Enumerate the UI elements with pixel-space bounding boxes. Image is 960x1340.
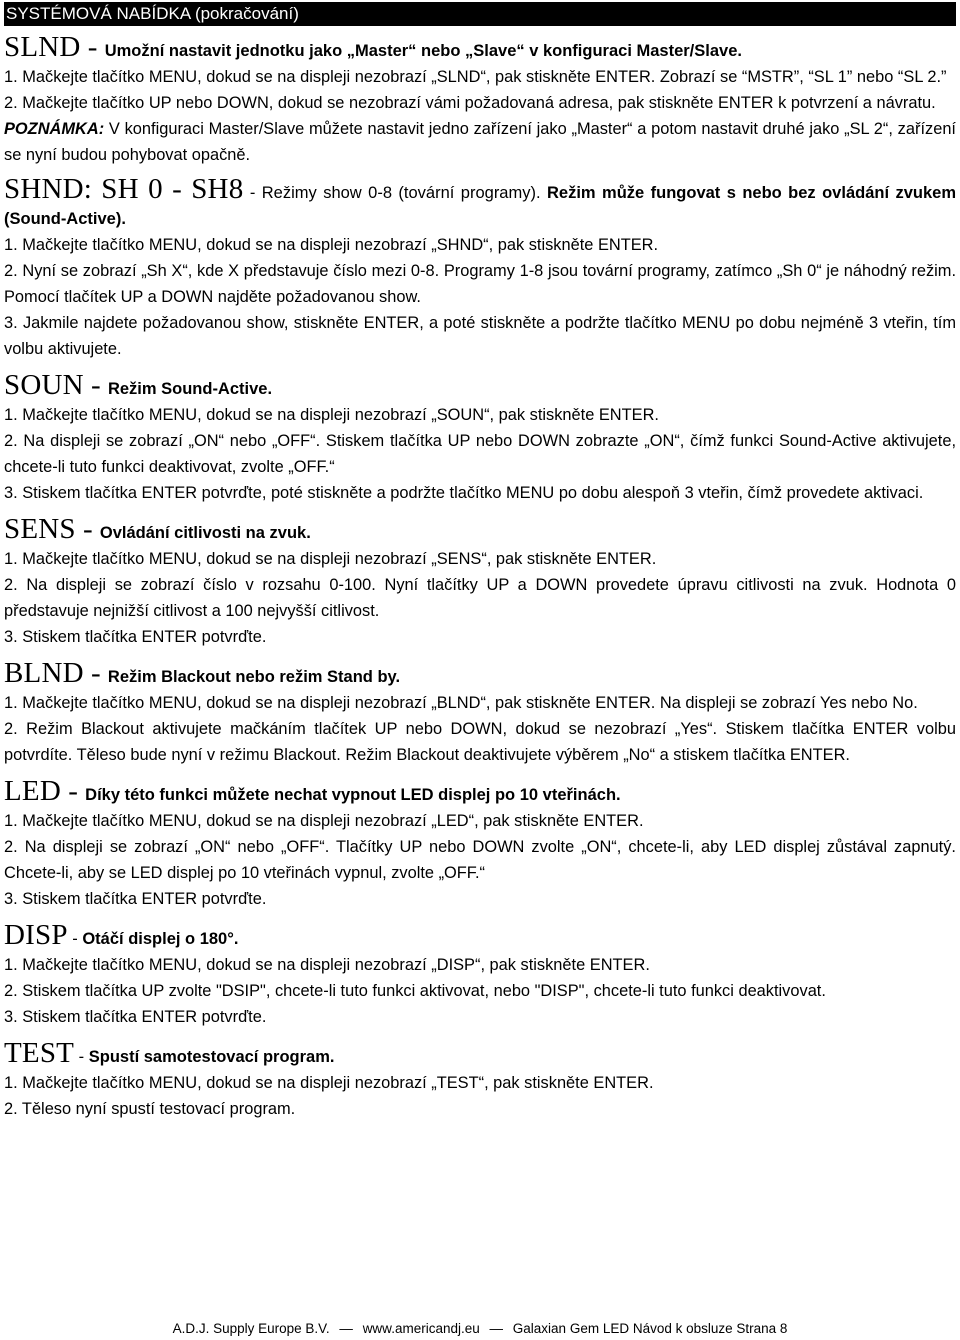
heading-dash: - — [74, 1048, 89, 1066]
section-description: Ovládání citlivosti na zvuk. — [99, 524, 311, 542]
heading-dash: - — [83, 369, 108, 401]
step-text: 3. Stiskem tlačítka ENTER potvrďte. — [4, 1008, 267, 1026]
step-text: 3. Stiskem tlačítka ENTER potvrďte, poté stiskněte a podržte tlačítko MENU po dobu alespoň 3 vteřin, čímž provedete aktivaci. — [4, 484, 924, 502]
section-disp — [4, 918, 956, 1030]
menu-code: SLND — [4, 31, 81, 63]
step-text: 2. Stiskem tlačítka UP zvolte "DSIP", chcete-li tuto funkci aktivovat, nebo "DISP", chcete-li tuto funkci deaktivovat. — [4, 982, 826, 1000]
section-led — [4, 774, 956, 912]
section-description: Spustí samotestovací program. — [88, 1048, 335, 1066]
step-text: 1. Mačkejte tlačítko MENU, dokud se na displeji nezobrazí „SOUN“, pak stiskněte ENTER. — [4, 406, 659, 424]
section-heading — [4, 1036, 956, 1070]
note-paragraph — [4, 116, 956, 168]
menu-code: SHND: SH 0 - SH8 — [4, 173, 244, 205]
step-text: 1. Mačkejte tlačítko MENU, dokud se na displeji nezobrazí „DISP“, pak stiskněte ENTER. — [4, 956, 650, 974]
heading-dash: - — [60, 775, 86, 807]
section-heading — [4, 918, 956, 952]
section-description: Otáčí displej o 180°. — [82, 930, 239, 948]
section-test — [4, 1036, 956, 1122]
section-heading — [4, 368, 956, 402]
menu-code: SOUN — [4, 369, 84, 401]
step-text: 3. Jakmile najdete požadovanou show, stiskněte ENTER, a poté stiskněte a podržte tlačítko MENU po dobu nejméně 3 vteřin, tím volbu aktivujete. — [4, 314, 956, 358]
heading-dash: - — [83, 657, 108, 689]
section-heading — [4, 30, 956, 64]
section-description-bold: Režim může fungovat s nebo bez ovládání zvukem (Sound-Active). — [4, 184, 956, 228]
step-text: 1. Mačkejte tlačítko MENU, dokud se na displeji nezobrazí „BLND“, pak stiskněte ENTER. Na displeji se zobrazí Yes nebo No. — [4, 694, 918, 712]
step-text: 1. Mačkejte tlačítko MENU, dokud se na displeji nezobrazí „SHND“, pak stiskněte ENTER. — [4, 236, 659, 254]
page-footer — [0, 1320, 960, 1338]
step-text: 2. Těleso nyní spustí testovací program. — [4, 1100, 296, 1118]
heading-dash: - — [80, 31, 105, 63]
note-text: V konfiguraci Master/Slave můžete nastavit jedno zařízení jako „Master“ a potom nastavit druhé jako „SL 2“, zařízení se nyní budou pohybovat opačně. — [4, 120, 956, 164]
step-text: 3. Stiskem tlačítka ENTER potvrďte. — [4, 628, 267, 646]
section-shnd — [4, 172, 956, 362]
section-header-bar — [4, 2, 956, 26]
step-text: 2. Na displeji se zobrazí číslo v rozsahu 0-100. Nyní tlačítky UP a DOWN provedete úpravu citlivosti na zvuk. Hodnota 0 představuje nejnižší citlivost a 100 nejvyšší citlivost. — [4, 576, 956, 620]
section-description: Režim Sound-Active. — [107, 380, 273, 398]
step-text: 1. Mačkejte tlačítko MENU, dokud se na displeji nezobrazí „SLND“, pak stiskněte ENTER. Zobrazí se “MSTR”, “SL 1” nebo “SL 2.” — [4, 68, 947, 86]
footer-company: A.D.J. Supply Europe B.V. — [172, 1321, 330, 1336]
section-description: Režim Blackout nebo režim Stand by. — [107, 668, 401, 686]
section-sens — [4, 512, 956, 650]
menu-code: LED — [4, 775, 61, 807]
section-slnd — [4, 30, 956, 168]
menu-code: DISP — [4, 919, 68, 951]
heading-dash: - — [243, 184, 262, 202]
footer-website: www.americandj.eu — [362, 1321, 480, 1336]
menu-code: BLND — [4, 657, 84, 689]
section-description: Režimy show 0-8 (tovární programy). — [261, 184, 547, 202]
heading-dash: - — [75, 513, 100, 545]
section-heading — [4, 774, 956, 808]
section-blnd — [4, 656, 956, 768]
step-text: 2. Nyní se zobrazí „Sh X“, kde X představuje číslo mezi 0-8. Programy 1-8 jsou tovární programy, zatímco „Sh 0“ je náhodný režim. Pomocí tlačítek UP a DOWN najděte požadovanou show. — [4, 262, 956, 306]
manual-page — [4, 2, 956, 1122]
step-text: 1. Mačkejte tlačítko MENU, dokud se na displeji nezobrazí „TEST“, pak stiskněte ENTER. — [4, 1074, 654, 1092]
footer-dash: — — [339, 1321, 353, 1336]
section-description: Umožní nastavit jednotku jako „Master“ nebo „Slave“ v konfiguraci Master/Slave. — [104, 42, 742, 60]
section-heading — [4, 172, 956, 232]
section-heading — [4, 512, 956, 546]
section-soun — [4, 368, 956, 506]
step-text: 3. Stiskem tlačítka ENTER potvrďte. — [4, 890, 267, 908]
step-text: 2. Režim Blackout aktivujete mačkáním tlačítek UP nebo DOWN, dokud se nezobrazí „Yes“. Stiskem tlačítka ENTER volbu potvrdíte. Těleso bude nyní v režimu Blackout. Režim Blackout deaktivujete výběrem „No“ a stiskem tlačítka ENTER. — [4, 720, 956, 764]
step-text: 1. Mačkejte tlačítko MENU, dokud se na displeji nezobrazí „LED“, pak stiskněte ENTER. — [4, 812, 644, 830]
step-text: 2. Mačkejte tlačítko UP nebo DOWN, dokud se nezobrazí vámi požadovaná adresa, pak stiskněte ENTER k potvrzení a návratu. — [4, 94, 936, 112]
section-description: Díky této funkci můžete nechat vypnout LED displej po 10 vteřinách. — [85, 786, 621, 804]
footer-dash: — — [489, 1321, 504, 1336]
page-header-title: SYSTÉMOVÁ NABÍDKA (pokračování) — [6, 4, 299, 23]
section-heading — [4, 656, 956, 690]
step-text: 2. Na displeji se zobrazí „ON“ nebo „OFF“. Stiskem tlačítka UP nebo DOWN zobrazte „ON“, čímž funkci Sound-Active aktivujete, chcete-li tuto funkci deaktivovat, zvolte „OFF.“ — [4, 432, 956, 476]
footer-product-page: Galaxian Gem LED Návod k obsluze Strana 8 — [512, 1321, 788, 1336]
menu-code: SENS — [4, 513, 76, 545]
step-text: 2. Na displeji se zobrazí „ON“ nebo „OFF“. Tlačítky UP nebo DOWN zvolte „ON“, chcete-li, aby LED displej zůstával zapnutý. Chcete-li, aby se LED displej po 10 vteřinách vypnul, zvolte „OFF.“ — [4, 838, 956, 882]
menu-code: TEST — [4, 1037, 75, 1069]
heading-dash: - — [67, 930, 83, 948]
step-text: 1. Mačkejte tlačítko MENU, dokud se na displeji nezobrazí „SENS“, pak stiskněte ENTER. — [4, 550, 657, 568]
note-label: POZNÁMKA: — [4, 120, 105, 138]
